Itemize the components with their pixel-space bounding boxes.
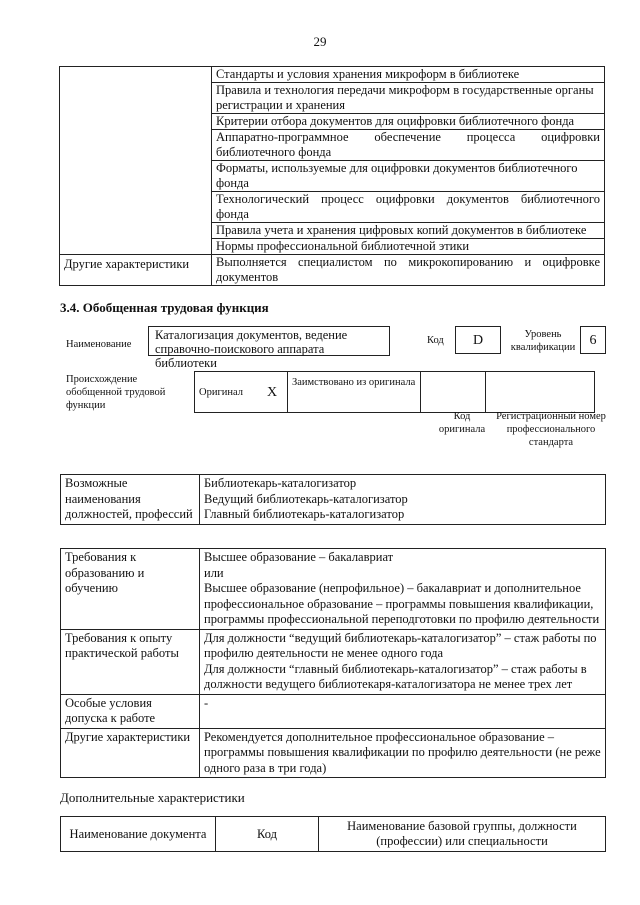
education-line: Высшее образование – бакалавриат (204, 550, 394, 564)
additional-characteristics-title: Дополнительные характеристики (60, 790, 245, 805)
knowledge-item: Правила и технология передачи микроформ в государственные органы регистрации и хранения (212, 83, 605, 114)
table-row (61, 475, 606, 525)
other-characteristics-value: Рекомендуется дополнительное профессиональное образование – программы повышения квалификации по профилю деятельности (не реже одного раза в три года) (200, 728, 606, 778)
other-characteristics-label: Другие характеристики (61, 728, 200, 778)
code-label: Код (427, 335, 444, 346)
original-label: Оригинал (195, 372, 258, 413)
education-line: Высшее образование (непрофильное) – бакалавриат и дополнительное профессиональное образование – программы повышения квалификации, программы профессиональной переподготовки по профилю деятельности (204, 581, 600, 626)
table-row (60, 67, 605, 83)
registration-number-cell (486, 372, 595, 413)
column-header-group: Наименование базовой группы, должности (профессии) или специальности (319, 817, 606, 852)
origin-table (194, 371, 595, 413)
original-code-cell (421, 372, 486, 413)
knowledge-item: Критерии отбора документов для оцифровки библиотечного фонда (212, 114, 605, 130)
education-value (200, 549, 606, 630)
positions-value (200, 475, 606, 525)
education-label: Требования к образованию и обучению (61, 549, 200, 630)
code-value: D (455, 326, 501, 354)
table-row (60, 255, 605, 286)
qualification-level-label: Уровень квалификации (510, 329, 576, 353)
special-conditions-label: Особые условия допуска к работе (61, 694, 200, 728)
other-characteristics-label: Другие характеристики (60, 255, 212, 286)
requirements-table (60, 548, 606, 778)
experience-line: Для должности “главный библиотекарь-каталогизатор” – стаж работы в должности ведущего библиотекаря-каталогизатора не менее трех лет (204, 661, 587, 691)
position-item: Главный библиотекарь-каталогизатор (204, 507, 405, 521)
additional-table (60, 816, 606, 852)
qualification-level-value: 6 (580, 326, 606, 354)
table-row (195, 372, 595, 413)
section-title: 3.4. Обобщенная трудовая функция (60, 300, 269, 315)
knowledge-item: Технологический процесс оцифровки документов библиотечного фонда (212, 192, 605, 223)
knowledge-item: Нормы профессиональной библиотечной этики (212, 239, 605, 255)
experience-value (200, 629, 606, 694)
education-line: или (204, 565, 224, 580)
registration-number-caption: Регистрационный номер профессионального стандарта (496, 411, 606, 448)
knowledge-table (59, 66, 605, 286)
table-row (61, 817, 606, 852)
page-number: 29 (313, 34, 327, 49)
positions-table (60, 474, 606, 525)
position-item: Ведущий библиотекарь-каталогизатор (204, 491, 408, 506)
borrowed-label: Заимствовано из оригинала (288, 372, 421, 413)
table-row (61, 694, 606, 728)
special-conditions-value: - (200, 694, 606, 728)
experience-line: Для должности “ведущий библиотекарь-каталогизатор” – стаж работы по профилю деятельности не менее одного года (204, 630, 597, 660)
experience-label: Требования к опыту практической работы (61, 629, 200, 694)
knowledge-item: Аппаратно-программное обеспечение процесса оцифровки библиотечного фонда (212, 130, 605, 161)
positions-label: Возможные наименования должностей, профессий (61, 475, 200, 525)
knowledge-item: Стандарты и условия хранения микроформ в библиотеке (212, 67, 605, 83)
knowledge-item: Форматы, используемые для оцифровки документов библиотечного фонда (212, 161, 605, 192)
table-row (61, 549, 606, 630)
column-header-code: Код (216, 817, 319, 852)
name-value: Каталогизация документов, ведение справочно-поискового аппарата библиотеки (148, 326, 390, 356)
knowledge-label-cell (60, 67, 212, 255)
origin-label: Происхождение обобщенной трудовой функции (66, 374, 166, 411)
table-row (61, 728, 606, 778)
column-header-document: Наименование документа (61, 817, 216, 852)
original-mark: X (257, 372, 288, 413)
position-item: Библиотекарь-каталогизатор (204, 476, 357, 490)
table-row (61, 629, 606, 694)
name-label: Наименование (66, 339, 132, 350)
knowledge-item: Правила учета и хранения цифровых копий документов в библиотеке (212, 223, 605, 239)
other-characteristics-value: Выполняется специалистом по микрокопированию и оцифровке документов (212, 255, 605, 286)
original-code-caption: Код оригинала (438, 411, 486, 435)
